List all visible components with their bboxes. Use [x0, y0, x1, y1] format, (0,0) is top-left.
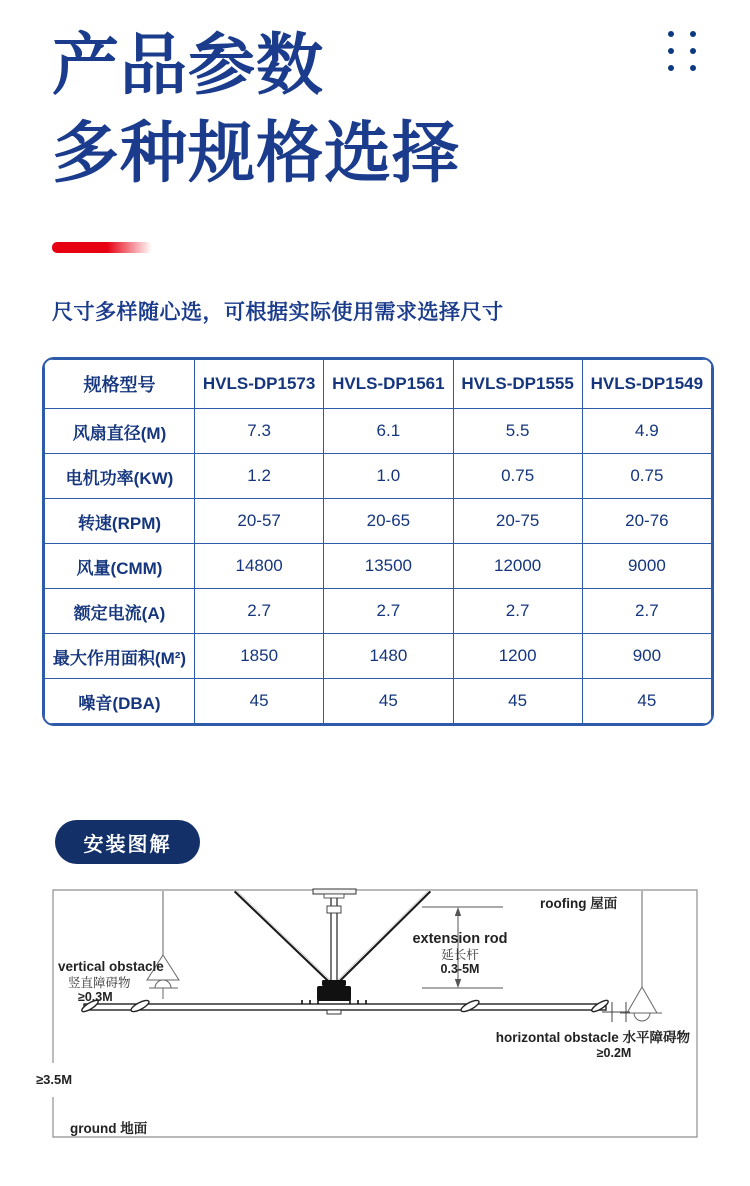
spec-col-header: HVLS-DP1561: [324, 360, 453, 409]
label-extension-rod-range: 0.3-5M: [440, 962, 480, 976]
label-horizontal-obstacle-min: ≥0.2M: [596, 1046, 632, 1060]
table-row: [45, 589, 712, 634]
install-guide-badge: 安装图解: [55, 820, 200, 864]
spec-value-cell: 2.7: [195, 589, 324, 634]
diagram-frame: [53, 890, 697, 1137]
spec-value-cell: 6.1: [324, 409, 453, 454]
spec-header-row: [45, 360, 712, 409]
fan-guy-wires: [235, 890, 430, 983]
page-title: [52, 22, 460, 198]
spec-row-label: 电机功率(KW): [45, 454, 195, 499]
label-extension-rod: extension rod: [412, 931, 508, 947]
table-row: [45, 679, 712, 724]
table-row: [45, 409, 712, 454]
spec-value-cell: 20-65: [324, 499, 453, 544]
grid-dots-icon: [668, 31, 696, 71]
spec-row-label: 风量(CMM): [45, 544, 195, 589]
spec-value-cell: 1480: [324, 634, 453, 679]
spec-value-cell: 45: [453, 679, 582, 724]
spec-value-cell: 20-76: [582, 499, 711, 544]
spec-row-label: 最大作用面积(M²): [45, 634, 195, 679]
table-row: [45, 454, 712, 499]
spec-value-cell: 1200: [453, 634, 582, 679]
spec-row-label: 额定电流(A): [45, 589, 195, 634]
spec-value-cell: 900: [582, 634, 711, 679]
spec-table: [44, 359, 712, 724]
spec-value-cell: 45: [324, 679, 453, 724]
spec-col-header: HVLS-DP1573: [195, 360, 324, 409]
spec-value-cell: 0.75: [582, 454, 711, 499]
spec-value-cell: 5.5: [453, 409, 582, 454]
spec-value-cell: 13500: [324, 544, 453, 589]
page-title-line2: 多种规格选择: [52, 116, 460, 191]
spec-value-cell: 7.3: [195, 409, 324, 454]
spec-value-cell: 45: [195, 679, 324, 724]
label-vertical-obstacle-cn: 竖直障碍物: [68, 976, 131, 990]
label-vertical-obstacle: vertical obstacle: [58, 959, 164, 974]
table-row: [45, 499, 712, 544]
spec-value-cell: 12000: [453, 544, 582, 589]
label-ground: ground 地面: [70, 1121, 148, 1136]
spec-value-cell: 2.7: [582, 589, 711, 634]
spec-value-cell: 45: [582, 679, 711, 724]
vertical-obstacle-symbol: [147, 891, 179, 999]
spec-value-cell: 20-57: [195, 499, 324, 544]
label-horizontal-obstacle: horizontal obstacle 水平障碍物: [495, 1030, 690, 1045]
spec-value-cell: 2.7: [324, 589, 453, 634]
fan-motor: [317, 980, 351, 1001]
spec-value-cell: 20-75: [453, 499, 582, 544]
spec-value-cell: 1.2: [195, 454, 324, 499]
label-roofing: roofing 屋面: [540, 896, 618, 911]
spec-value-cell: 0.75: [453, 454, 582, 499]
spec-col-header: HVLS-DP1555: [453, 360, 582, 409]
installation-diagram: [0, 880, 750, 1150]
page-title-line1: 产品参数: [52, 28, 324, 103]
label-vertical-obstacle-min: ≥0.3M: [78, 990, 113, 1004]
spec-value-cell: 14800: [195, 544, 324, 589]
subtitle: 尺寸多样随心选，可根据实际使用需求选择尺寸: [52, 301, 504, 324]
accent-bar: [52, 242, 152, 253]
spec-table-container: [42, 357, 714, 726]
spec-col-header: 规格型号: [45, 360, 195, 409]
spec-col-header: HVLS-DP1549: [582, 360, 711, 409]
table-row: [45, 634, 712, 679]
spec-value-cell: 1850: [195, 634, 324, 679]
spec-row-label: 风扇直径(M): [45, 409, 195, 454]
spec-row-label: 噪音(DBA): [45, 679, 195, 724]
spec-value-cell: 1.0: [324, 454, 453, 499]
spec-value-cell: 4.9: [582, 409, 711, 454]
label-extension-rod-cn: 延长杆: [441, 948, 479, 962]
table-row: [45, 544, 712, 589]
spec-row-label: 转速(RPM): [45, 499, 195, 544]
spec-value-cell: 2.7: [453, 589, 582, 634]
label-mount-height-min: ≥3.5M: [36, 1072, 73, 1087]
spec-value-cell: 9000: [582, 544, 711, 589]
